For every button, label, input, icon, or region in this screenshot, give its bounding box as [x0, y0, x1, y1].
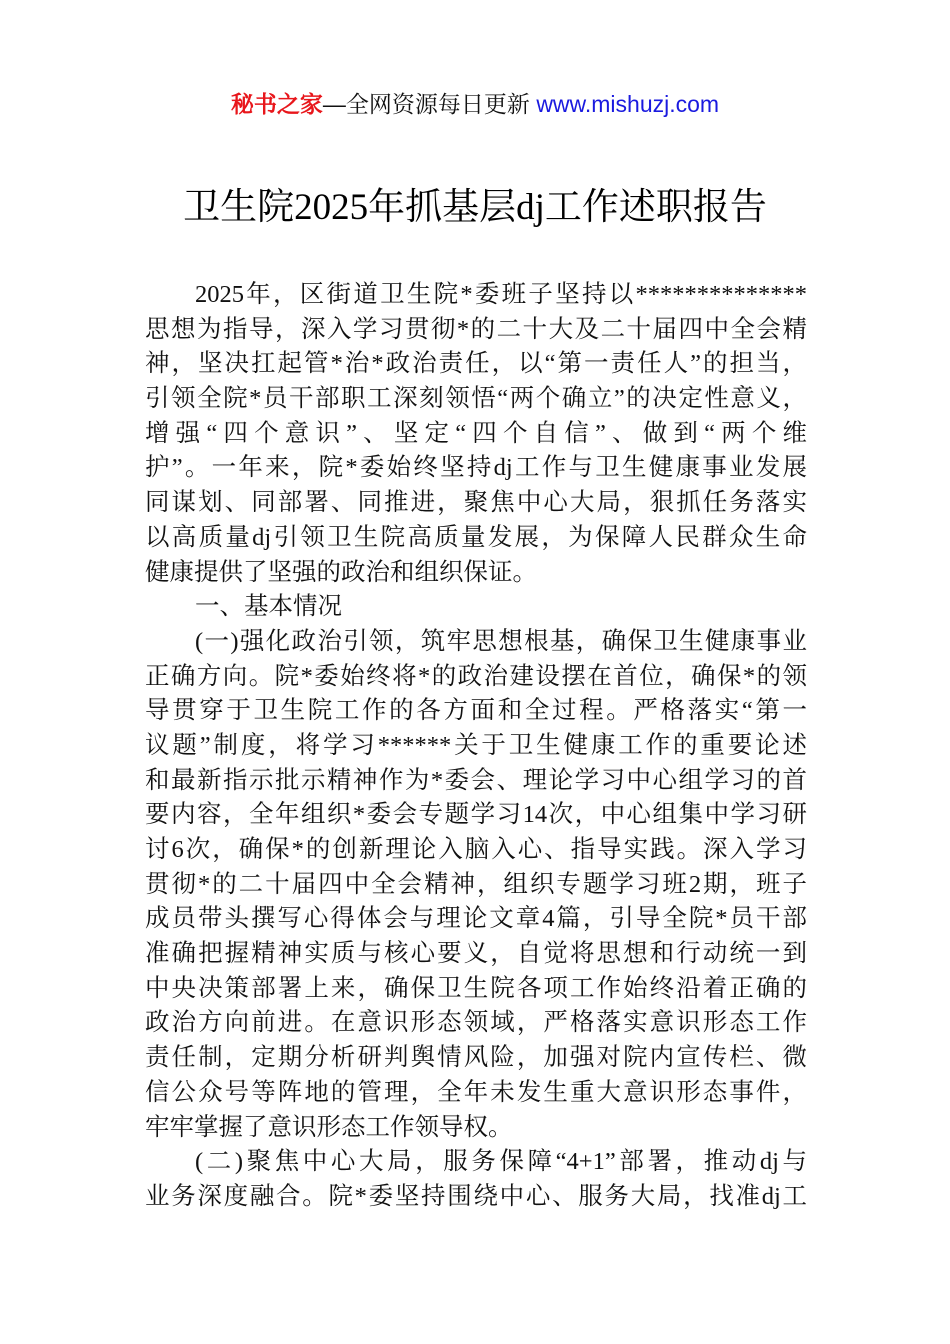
brand-name: 秘书之家	[230, 91, 323, 117]
text-line: 业务深度融合。院*委坚持围绕中心、服务大局，找准dj工	[145, 1182, 807, 1210]
text-line: 贯彻*的二十届四中全会精神，组织专题学习班2期，班子	[145, 870, 807, 898]
text-line: (一)强化政治引领，筑牢思想根基，确保卫生健康事业	[195, 627, 807, 655]
text-line: 神，坚决扛起管*治*政治责任，以“第一责任人”的担当，	[145, 350, 807, 378]
text-line: (二)聚焦中心大局，服务保障“4+1”部署，推动dj与	[195, 1148, 807, 1176]
document-title: 卫生院2025年抓基层dj工作述职报告	[183, 187, 767, 228]
paragraph	[145, 278, 807, 590]
paragraph	[145, 625, 807, 1145]
website-link[interactable]: www.mishuzj.com	[536, 91, 720, 117]
text-line: 牢牢掌握了意识形态工作领导权。	[145, 1113, 513, 1141]
text-line: 和最新指示批示精神作为*委会、理论学习中心组学习的首	[145, 766, 807, 794]
site-banner	[0, 88, 950, 120]
section-heading	[145, 590, 807, 625]
document-body	[145, 278, 807, 1215]
text-line: 健康提供了坚强的政治和组织保证。	[145, 558, 537, 586]
text-line: 同谋划、同部署、同推进，聚焦中心大局，狠抓任务落实	[145, 489, 807, 517]
banner-slogan: —全网资源每日更新	[322, 91, 537, 117]
text-line: 要内容，全年组织*委会专题学习14次，中心组集中学习研	[145, 801, 807, 829]
text-line: 准确把握精神实质与核心要义，自觉将思想和行动统一到	[145, 940, 807, 968]
text-line: 引领全院*员干部职工深刻领悟“两个确立”的决定性意义，	[145, 385, 807, 413]
text-line: 思想为指导，深入学习贯彻*的二十大及二十届四中全会精	[145, 315, 807, 343]
text-line: 以高质量dj引领卫生院高质量发展，为保障人民群众生命	[145, 523, 807, 551]
text-line: 2025年，区街道卫生院*委班子坚持以**************	[195, 281, 807, 308]
text-line: 护”。一年来，院*委始终坚持dj工作与卫生健康事业发展	[145, 454, 807, 482]
text-line: 中央决策部署上来，确保卫生院各项工作始终沿着正确的	[145, 974, 807, 1002]
text-line: 责任制，定期分析研判舆情风险，加强对院内宣传栏、微	[145, 1044, 807, 1072]
text-line: 导贯穿于卫生院工作的各方面和全过程。严格落实“第一	[145, 697, 807, 725]
text-line: 成员带头撰写心得体会与理论文章4篇，引导全院*员干部	[145, 905, 807, 933]
paragraph	[145, 1145, 807, 1214]
text-line: 信公众号等阵地的管理，全年未发生重大意识形态事件，	[145, 1078, 807, 1106]
text-line: 议题”制度，将学习******关于卫生健康工作的重要论述	[145, 731, 807, 759]
text-line: 一、基本情况	[195, 593, 342, 621]
text-line: 正确方向。院*委始终将*的政治建设摆在首位，确保*的领	[145, 662, 807, 690]
text-line: 讨6次，确保*的创新理论入脑入心、指导实践。深入学习	[145, 836, 807, 863]
text-line: 增强“四个意识”、坚定“四个自信”、做到“两个维	[145, 419, 807, 447]
text-line: 政治方向前进。在意识形态领域，严格落实意识形态工作	[145, 1009, 807, 1037]
